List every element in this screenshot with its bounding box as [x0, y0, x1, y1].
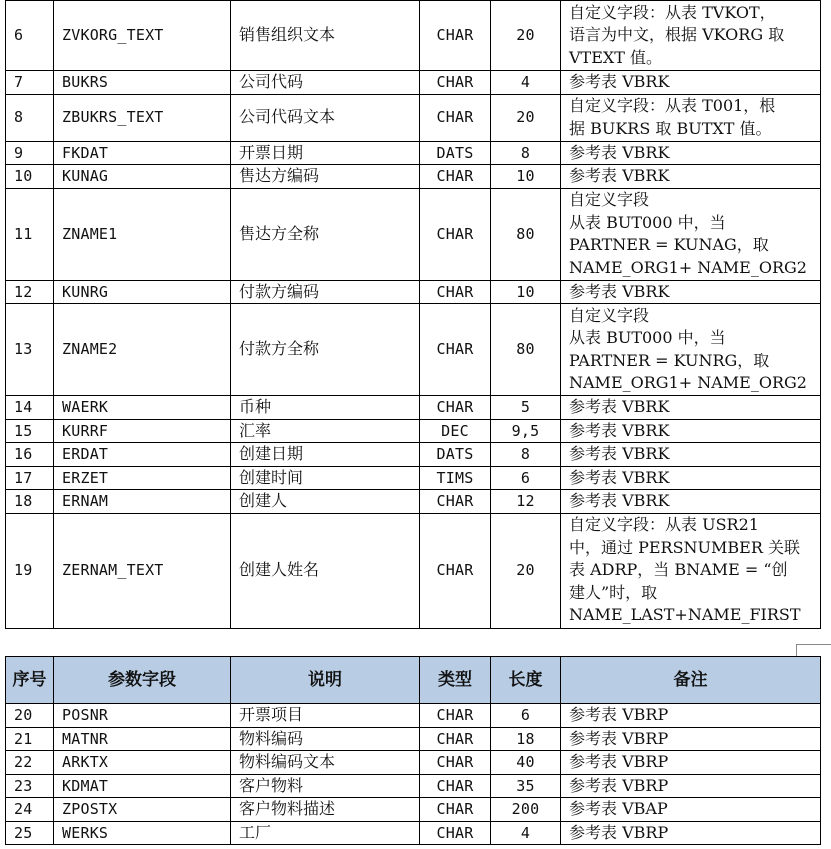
cell-desc: 付款方全称: [231, 304, 420, 396]
cell-length: 35: [491, 774, 561, 798]
cell-field: WAERK: [54, 396, 231, 420]
cell-field: ZNAME1: [54, 188, 231, 280]
cell-desc: 售达方全称: [231, 188, 420, 280]
cell-field: KUNAG: [54, 165, 231, 189]
cell-seq: 7: [6, 71, 54, 95]
table-row: [6, 774, 821, 798]
table-row: [6, 280, 821, 304]
cell-seq: 6: [6, 1, 54, 71]
cell-note: 参考表 VBRK: [561, 280, 821, 304]
cell-type: CHAR: [420, 798, 491, 822]
header-field: 参数字段: [54, 657, 231, 704]
table-row: [6, 165, 821, 189]
cell-note: 参考表 VBRK: [561, 419, 821, 443]
cell-desc: 创建时间: [231, 466, 420, 490]
cell-note: 自定义字段：从表 TVKOT， 语言为中文，根据 VKORG 取 VTEXT 值。: [561, 1, 821, 71]
cell-seq: 14: [6, 396, 54, 420]
cell-field: ZVKORG_TEXT: [54, 1, 231, 71]
cell-seq: 16: [6, 443, 54, 467]
table-row: [6, 443, 821, 467]
cell-length: 10: [491, 165, 561, 189]
cell-field: ZPOSTX: [54, 798, 231, 822]
cell-field: KUNRG: [54, 280, 231, 304]
cell-length: 80: [491, 188, 561, 280]
cell-type: CHAR: [420, 280, 491, 304]
cell-seq: 24: [6, 798, 54, 822]
table-row: [6, 513, 821, 628]
table-row: [6, 419, 821, 443]
cell-desc: 公司代码: [231, 71, 420, 95]
cell-length: 8: [491, 443, 561, 467]
table-row: [6, 466, 821, 490]
cell-type: CHAR: [420, 821, 491, 845]
table-row: [6, 798, 821, 822]
cell-seq: 18: [6, 490, 54, 514]
cell-seq: 12: [6, 280, 54, 304]
cell-length: 12: [491, 490, 561, 514]
cell-length: 8: [491, 141, 561, 165]
cell-note: 参考表 VBRK: [561, 443, 821, 467]
cell-length: 9,5: [491, 419, 561, 443]
cell-field: WERKS: [54, 821, 231, 845]
cell-note: 参考表 VBRK: [561, 490, 821, 514]
table-header-row: [6, 657, 821, 704]
cell-seq: 10: [6, 165, 54, 189]
cell-seq: 23: [6, 774, 54, 798]
cell-field: ARKTX: [54, 751, 231, 775]
cell-desc: 物料编码文本: [231, 751, 420, 775]
cell-desc: 售达方编码: [231, 165, 420, 189]
cell-note: 参考表 VBRK: [561, 165, 821, 189]
cell-desc: 付款方编码: [231, 280, 420, 304]
cell-note: 自定义字段：从表 T001，根 据 BUKRS 取 BUTXT 值。: [561, 94, 821, 141]
cell-note: 参考表 VBRK: [561, 71, 821, 95]
cell-length: 6: [491, 704, 561, 728]
cell-desc: 物料编码: [231, 727, 420, 751]
cell-type: CHAR: [420, 704, 491, 728]
cell-field: KURRF: [54, 419, 231, 443]
cell-seq: 20: [6, 704, 54, 728]
cell-type: CHAR: [420, 490, 491, 514]
cell-type: CHAR: [420, 304, 491, 396]
cell-seq: 15: [6, 419, 54, 443]
table-row: [6, 727, 821, 751]
table-row: [6, 1, 821, 71]
cell-length: 20: [491, 94, 561, 141]
cell-length: 80: [491, 304, 561, 396]
cell-desc: 创建日期: [231, 443, 420, 467]
cell-note: 自定义字段：从表 USR21 中，通过 PERSNUMBER 关联 表 ADRP，当 BNAME = “创 建人”时，取 NAME_LAST+NAME_FIRST: [561, 513, 821, 628]
cell-note: 参考表 VBRK: [561, 466, 821, 490]
table-row: [6, 304, 821, 396]
table-row: [6, 490, 821, 514]
cell-desc: 客户物料: [231, 774, 420, 798]
cell-note: 参考表 VBRP: [561, 751, 821, 775]
cell-type: DATS: [420, 141, 491, 165]
cell-type: CHAR: [420, 71, 491, 95]
cell-note: 参考表 VBRP: [561, 727, 821, 751]
cell-desc: 销售组织文本: [231, 1, 420, 71]
cell-length: 10: [491, 280, 561, 304]
cell-length: 200: [491, 798, 561, 822]
cell-type: CHAR: [420, 396, 491, 420]
cell-length: 5: [491, 396, 561, 420]
cell-seq: 8: [6, 94, 54, 141]
table-row: [6, 141, 821, 165]
cell-desc: 工厂: [231, 821, 420, 845]
cell-length: 6: [491, 466, 561, 490]
header-type: 类型: [420, 657, 491, 704]
cell-type: CHAR: [420, 751, 491, 775]
field-table-continued: [5, 0, 821, 629]
cell-desc: 创建人姓名: [231, 513, 420, 628]
cell-field: ZERNAM_TEXT: [54, 513, 231, 628]
cell-type: CHAR: [420, 1, 491, 71]
cell-desc: 开票日期: [231, 141, 420, 165]
cell-desc: 币种: [231, 396, 420, 420]
cell-seq: 17: [6, 466, 54, 490]
cell-note: 自定义字段 从表 BUT000 中，当 PARTNER = KUNRG，取 NAME_ORG1+ NAME_ORG2: [561, 304, 821, 396]
cell-desc: 汇率: [231, 419, 420, 443]
cell-note: 参考表 VBRP: [561, 774, 821, 798]
cell-note: 参考表 VBRK: [561, 396, 821, 420]
cell-length: 40: [491, 751, 561, 775]
cell-length: 20: [491, 513, 561, 628]
cell-type: CHAR: [420, 94, 491, 141]
cell-type: CHAR: [420, 774, 491, 798]
cell-seq: 25: [6, 821, 54, 845]
cell-seq: 21: [6, 727, 54, 751]
cell-type: CHAR: [420, 513, 491, 628]
cell-field: ERNAM: [54, 490, 231, 514]
cell-desc: 客户物料描述: [231, 798, 420, 822]
header-length: 长度: [491, 657, 561, 704]
table-row: [6, 71, 821, 95]
field-table-items: [5, 656, 821, 845]
cell-note: 自定义字段 从表 BUT000 中，当 PARTNER = KUNAG，取 NAME_ORG1+ NAME_ORG2: [561, 188, 821, 280]
table-row: [6, 704, 821, 728]
cell-type: DATS: [420, 443, 491, 467]
cell-field: ERZET: [54, 466, 231, 490]
cell-length: 4: [491, 71, 561, 95]
cell-field: ERDAT: [54, 443, 231, 467]
cell-length: 4: [491, 821, 561, 845]
cell-field: POSNR: [54, 704, 231, 728]
cell-note: 参考表 VBRK: [561, 141, 821, 165]
cell-desc: 开票项目: [231, 704, 420, 728]
cell-field: ZBUKRS_TEXT: [54, 94, 231, 141]
cell-note: 参考表 VBRP: [561, 704, 821, 728]
cell-length: 20: [491, 1, 561, 71]
cell-type: DEC: [420, 419, 491, 443]
cell-desc: 创建人: [231, 490, 420, 514]
header-desc: 说明: [231, 657, 420, 704]
header-note: 备注: [561, 657, 821, 704]
cell-seq: 19: [6, 513, 54, 628]
cell-desc: 公司代码文本: [231, 94, 420, 141]
cell-seq: 11: [6, 188, 54, 280]
table-row: [6, 94, 821, 141]
cell-type: CHAR: [420, 727, 491, 751]
cell-field: FKDAT: [54, 141, 231, 165]
table-row: [6, 821, 821, 845]
table-row: [6, 188, 821, 280]
cell-length: 18: [491, 727, 561, 751]
cell-field: ZNAME2: [54, 304, 231, 396]
cell-seq: 13: [6, 304, 54, 396]
cell-type: CHAR: [420, 188, 491, 280]
cell-type: TIMS: [420, 466, 491, 490]
cell-seq: 22: [6, 751, 54, 775]
table-row: [6, 396, 821, 420]
cell-seq: 9: [6, 141, 54, 165]
table-row: [6, 751, 821, 775]
cell-type: CHAR: [420, 165, 491, 189]
cell-note: 参考表 VBAP: [561, 798, 821, 822]
header-seq: 序号: [6, 657, 54, 704]
cell-field: BUKRS: [54, 71, 231, 95]
cell-note: 参考表 VBRP: [561, 821, 821, 845]
cell-field: KDMAT: [54, 774, 231, 798]
cell-field: MATNR: [54, 727, 231, 751]
